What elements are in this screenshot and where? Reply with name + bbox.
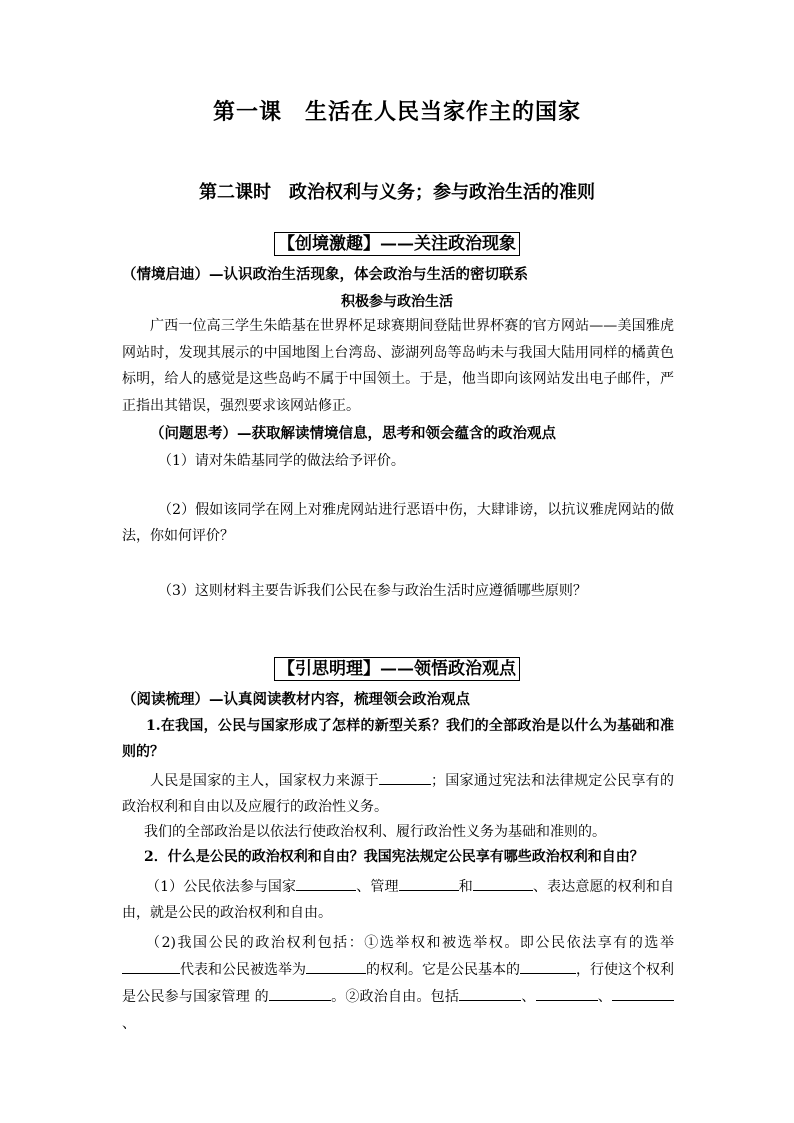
- item1-question: 1.在我国，公民与国家形成了怎样的新型关系？我们的全部政治是以什么为基础和准则的？: [122, 718, 674, 760]
- fill-blank: [306, 959, 366, 974]
- section2-header-wrap: [0, 657, 794, 681]
- section1-header: 【创境激趣】——关注政治现象: [274, 232, 520, 256]
- question-3: （3）这则材料主要告诉我们公民在参与政治生活时应遵循哪些原则？: [158, 583, 587, 599]
- section2-intro: （阅读梳理）—认真阅读教材内容，梳理领会政治观点: [122, 691, 470, 708]
- question-2: （2）假如该同学在网上对雅虎网站进行恶语中伤，大肆诽谤，以抗议雅虎网站的做法，你如何评价？: [122, 502, 674, 544]
- case-title: 积极参与政治生活: [341, 294, 453, 310]
- fill-blank: [122, 959, 180, 974]
- page-title: 第一课 生活在人民当家作主的国家: [212, 99, 581, 125]
- fill-blank: [473, 876, 533, 891]
- case-text: 广西一位高三学生朱皓基在世界杯足球赛期间登陆世界杯赛的官方网站——美国雅虎网站时，发现其展示的中国地图上台湾岛、澎湖列岛等岛屿未与我国大陆用同样的橘黄色标明，给人的感觉是这些岛屿不属于中国领土。于是，他当即向该网站发出电子邮件，严正指出其错误，强烈要求该网站修正。: [122, 318, 674, 414]
- fill-blank: [379, 770, 431, 785]
- section2-header: 【引思明理】——领悟政治观点: [274, 657, 520, 681]
- fill-blank: [459, 986, 521, 1001]
- item1-answer2: 我们的全部政治是以依法行使政治权利、履行政治性义务为基础和准则的。: [144, 824, 606, 840]
- fill-blank: [269, 986, 331, 1001]
- item2-answer2: （2)我国公民的政治权利包括：①选举权和被选举权。即公民依法享有的选举代表和公民被选举为 的权利。它是公民基本的 ，行使这个权利是公民参与国家管理 的 。②政治自由。包括 、 、、: [122, 935, 674, 1032]
- item2-question: 2．什么是公民的政治权利和自由？我国宪法规定公民享有哪些政治权利和自由？: [144, 849, 644, 865]
- fill-blank: [612, 986, 674, 1001]
- fill-blank: [399, 876, 459, 891]
- item1-answer1: 人民是国家的主人，国家权力来源于 ；国家通过宪法和法律规定公民享有的政治权利和自由以及应履行的政治性义务。: [122, 768, 674, 820]
- section1-header-wrap: [0, 232, 794, 256]
- item2-answer1: （1）公民依法参与国家 、管理 和 、表达意愿的权利和自由，就是公民的政治权利和自由。: [122, 874, 674, 926]
- lesson-subtitle: 第二课时 政治权利与义务；参与政治生活的准则: [199, 182, 595, 203]
- fill-blank: [520, 959, 576, 974]
- question-intro: （问题思考）—获取解读情境信息，思考和领会蕴含的政治观点: [150, 425, 556, 442]
- section1-intro: （情境启迪）—认识政治生活现象，体会政治与生活的密切联系: [122, 266, 528, 283]
- question-1: （1）请对朱皓基同学的做法给予评价。: [158, 453, 405, 469]
- fill-blank: [536, 986, 598, 1001]
- fill-blank: [296, 876, 356, 891]
